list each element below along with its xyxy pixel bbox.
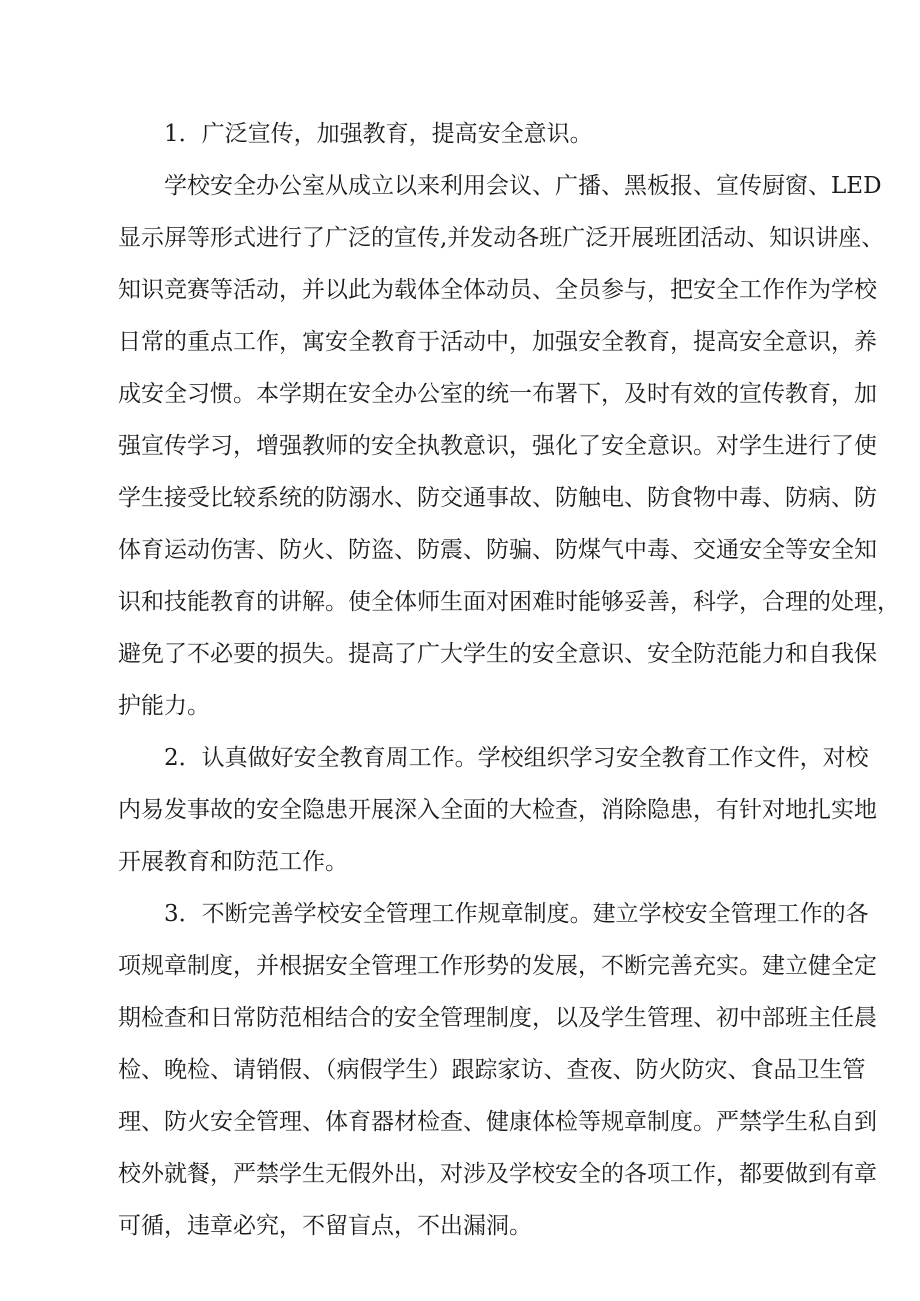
text-line: 2．认真做好安全教育周工作。学校组织学习安全教育工作文件，对校 [164, 745, 869, 771]
text-line: 理、防火安全管理、体育器材检查、健康体检等规章制度。严禁学生私自到 [118, 1109, 877, 1135]
text-line: 学校安全办公室从成立以来利用会议、广播、黑板报、宣传厨窗、LED [164, 173, 882, 199]
document-body [118, 108, 900, 1252]
text-line: 识和技能教育的讲解。使全体师生面对困难时能够妥善，科学，合理的处理， [118, 589, 900, 615]
paragraph-3 [118, 732, 877, 888]
text-line: 内易发事故的安全隐患开展深入全面的大检查，消除隐患，有针对地扎实地 [118, 797, 877, 823]
text-line: 日常的重点工作，寓安全教育于活动中，加强安全教育，提高安全意识，养 [118, 329, 877, 355]
text-line: 强宣传学习，增强教师的安全执教意识，强化了安全意识。对学生进行了使 [118, 433, 877, 459]
text-line: 成安全习惯。本学期在安全办公室的统一布署下，及时有效的宣传教育，加 [118, 381, 877, 407]
text-line: 体育运动伤害、防火、防盗、防震、防骗、防煤气中毒、交通安全等安全知 [118, 537, 877, 563]
text-line: 校外就餐，严禁学生无假外出，对涉及学校安全的各项工作，都要做到有章 [118, 1161, 877, 1187]
paragraph-4 [118, 888, 877, 1252]
text-line: 项规章制度，并根据安全管理工作形势的发展，不断完善充实。建立健全定 [118, 953, 877, 979]
text-line: 学生接受比较系统的防溺水、防交通事故、防触电、防食物中毒、防病、防 [118, 485, 877, 511]
text-line: 开展教育和防范工作。 [118, 849, 348, 875]
text-line: 知识竞赛等活动，并以此为载体全体动员、全员参与，把安全工作作为学校 [118, 277, 877, 303]
text-line: 检、晚检、请销假、（病假学生）跟踪家访、查夜、防火防灾、食品卫生管 [118, 1057, 866, 1083]
paragraph-1 [118, 108, 808, 160]
text-line: 显示屏等形式进行了广泛的宣传,并发动各班广泛开展班团活动、知识讲座、 [118, 225, 885, 251]
text-line: 1．广泛宣传，加强教育，提高安全意识。 [164, 121, 593, 147]
text-line: 护能力。 [118, 693, 210, 719]
text-line: 3．不断完善学校安全管理工作规章制度。建立学校安全管理工作的各 [164, 901, 869, 927]
text-line: 可循，违章必究，不留盲点，不出漏洞。 [118, 1213, 532, 1239]
text-line: 避免了不必要的损失。提高了广大学生的安全意识、安全防范能力和自我保 [118, 641, 877, 667]
text-line: 期检查和日常防范相结合的安全管理制度，以及学生管理、初中部班主任晨 [118, 1005, 877, 1031]
paragraph-2 [118, 160, 900, 732]
